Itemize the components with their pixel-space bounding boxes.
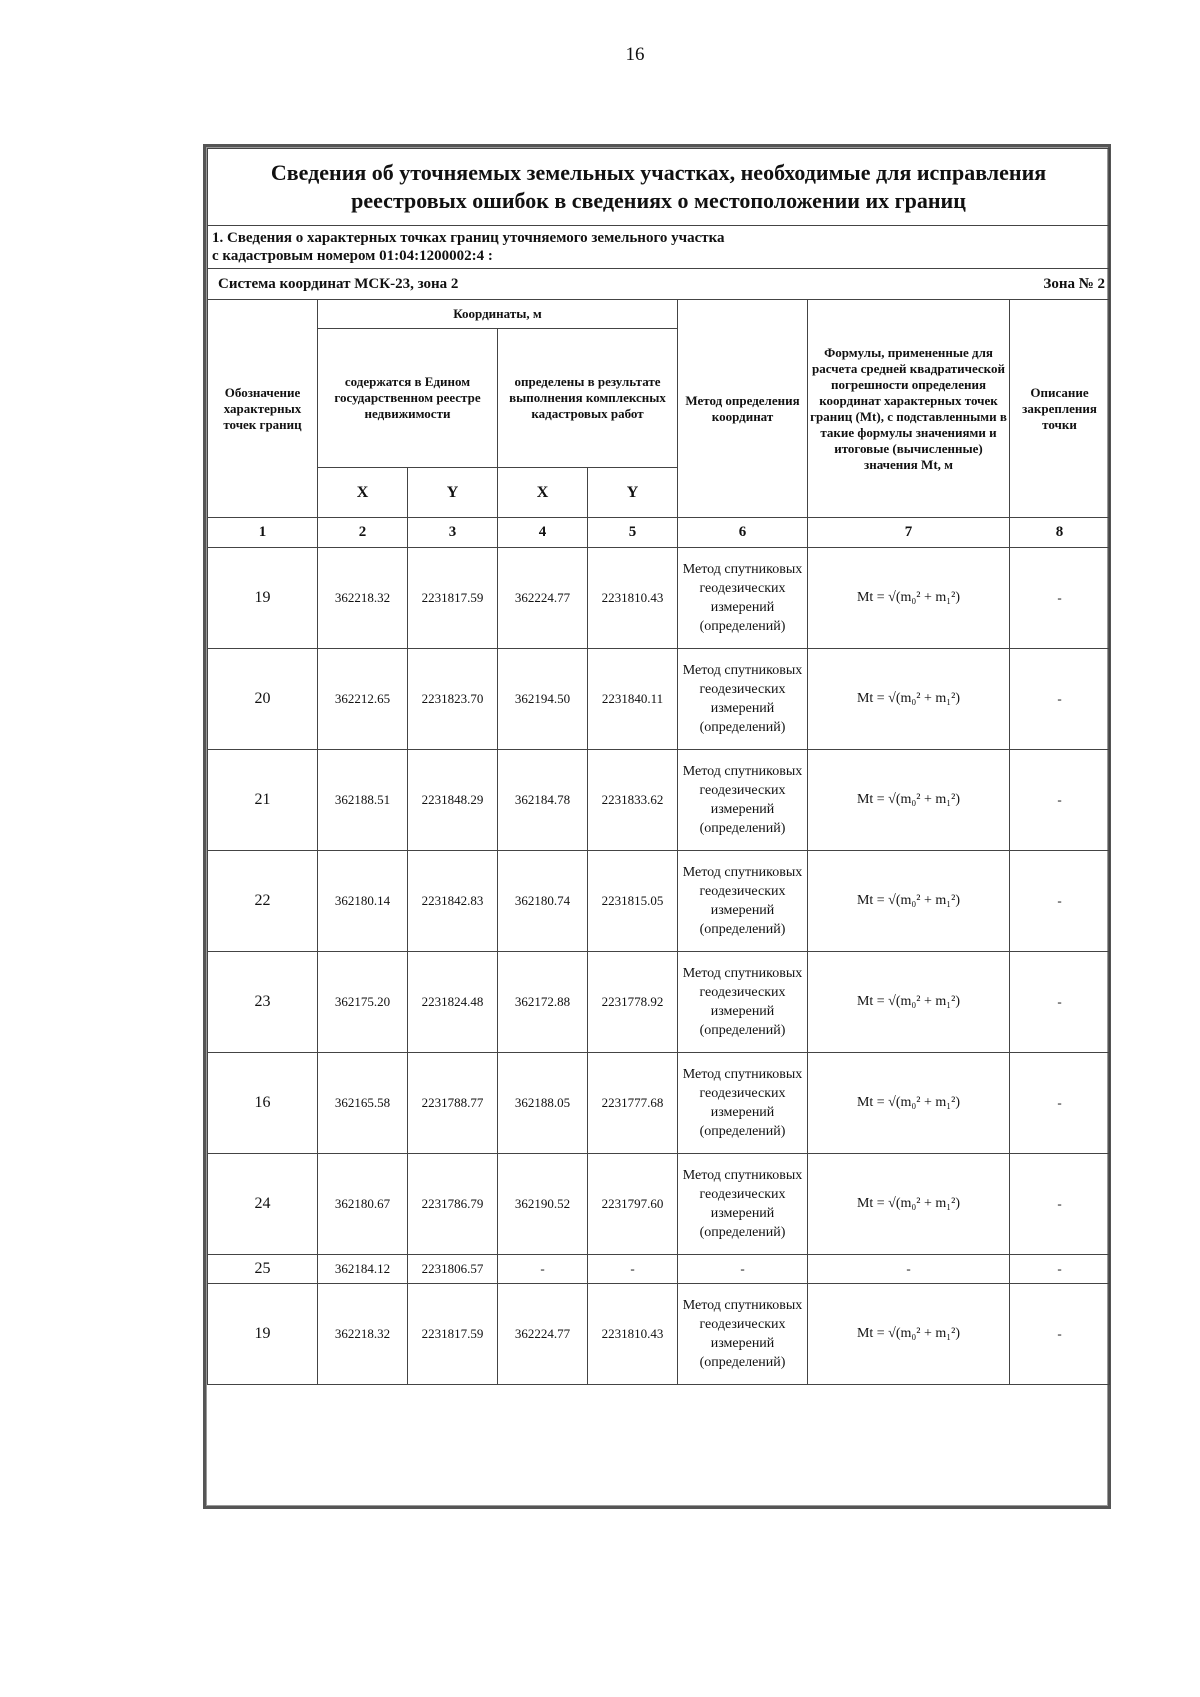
table-row xyxy=(208,1284,1110,1385)
cell-description: - xyxy=(1010,952,1110,1053)
header-y2: Y xyxy=(588,468,678,518)
cell-point: 19 xyxy=(208,1284,318,1385)
cell-x1: 362165.58 xyxy=(318,1053,408,1154)
cell-y2: 2231810.43 xyxy=(588,1284,678,1385)
table-row xyxy=(208,1053,1110,1154)
cell-x1: 362188.51 xyxy=(318,750,408,851)
col-number-2: 2 xyxy=(318,518,408,548)
cell-description: - xyxy=(1010,1154,1110,1255)
cell-point: 25 xyxy=(208,1255,318,1284)
table-row xyxy=(208,548,1110,649)
cell-method: Метод спутниковых геодезических измерений (определений) xyxy=(678,1053,808,1154)
cell-method: - xyxy=(678,1255,808,1284)
cell-y1: 2231817.59 xyxy=(408,1284,498,1385)
table-row xyxy=(208,750,1110,851)
table-title: Сведения об уточняемых земельных участках, необходимые для исправления реестровых ошибок в сведениях о местоположении их границ xyxy=(208,149,1110,226)
cell-y2: 2231810.43 xyxy=(588,548,678,649)
cell-x1: 362180.67 xyxy=(318,1154,408,1255)
frame-inner xyxy=(206,147,1108,1506)
cell-x1: 362218.32 xyxy=(318,548,408,649)
cell-formula: Mt = √(m₀² + m₁²) xyxy=(808,952,1010,1053)
cell-x2: 362194.50 xyxy=(498,649,588,750)
cell-description: - xyxy=(1010,548,1110,649)
cell-formula: Mt = √(m₀² + m₁²) xyxy=(808,1154,1010,1255)
cell-description: - xyxy=(1010,1255,1110,1284)
cell-y1: 2231806.57 xyxy=(408,1255,498,1284)
table-row xyxy=(208,952,1110,1053)
cell-formula: Mt = √(m₀² + m₁²) xyxy=(808,851,1010,952)
header-coords: Координаты, м xyxy=(318,300,678,329)
cell-method: Метод спутниковых геодезических измерений (определений) xyxy=(678,851,808,952)
cell-description: - xyxy=(1010,1053,1110,1154)
cell-formula: Mt = √(m₀² + m₁²) xyxy=(808,750,1010,851)
col-number-1: 1 xyxy=(208,518,318,548)
cell-y2: - xyxy=(588,1255,678,1284)
cell-point: 16 xyxy=(208,1053,318,1154)
cell-description: - xyxy=(1010,649,1110,750)
table-row xyxy=(208,649,1110,750)
cell-y2: 2231778.92 xyxy=(588,952,678,1053)
section-heading xyxy=(208,226,1110,269)
header-determined: определены в результате выполнения комплексных кадастровых работ xyxy=(498,329,678,468)
cell-x2: 362224.77 xyxy=(498,548,588,649)
col-number-7: 7 xyxy=(808,518,1010,548)
header-y1: Y xyxy=(408,468,498,518)
cell-y2: 2231797.60 xyxy=(588,1154,678,1255)
cell-formula: Mt = √(m₀² + m₁²) xyxy=(808,1053,1010,1154)
col-number-4: 4 xyxy=(498,518,588,548)
coordinate-system: Система координат МСК-23, зона 2 xyxy=(218,275,459,292)
cell-x2: 362188.05 xyxy=(498,1053,588,1154)
table-row xyxy=(208,851,1110,952)
cell-formula: - xyxy=(808,1255,1010,1284)
cell-point: 21 xyxy=(208,750,318,851)
cell-formula: Mt = √(m₀² + m₁²) xyxy=(808,649,1010,750)
cell-x2: 362180.74 xyxy=(498,851,588,952)
cell-x2: - xyxy=(498,1255,588,1284)
table-row xyxy=(208,1154,1110,1255)
cell-y1: 2231848.29 xyxy=(408,750,498,851)
header-method: Метод определения координат xyxy=(678,300,808,518)
cell-description: - xyxy=(1010,750,1110,851)
col-number-8: 8 xyxy=(1010,518,1110,548)
cell-y1: 2231786.79 xyxy=(408,1154,498,1255)
cell-method: Метод спутниковых геодезических измерений (определений) xyxy=(678,750,808,851)
cell-x1: 362218.32 xyxy=(318,1284,408,1385)
cell-x1: 362212.65 xyxy=(318,649,408,750)
cell-description: - xyxy=(1010,851,1110,952)
cell-x2: 362172.88 xyxy=(498,952,588,1053)
cell-y2: 2231840.11 xyxy=(588,649,678,750)
cell-y2: 2231777.68 xyxy=(588,1053,678,1154)
col-number-5: 5 xyxy=(588,518,678,548)
boundary-points-table xyxy=(207,148,1110,1385)
cell-formula: Mt = √(m₀² + m₁²) xyxy=(808,1284,1010,1385)
cell-x1: 362180.14 xyxy=(318,851,408,952)
cell-method: Метод спутниковых геодезических измерений (определений) xyxy=(678,548,808,649)
cell-x2: 362224.77 xyxy=(498,1284,588,1385)
cell-description: - xyxy=(1010,1284,1110,1385)
cell-y1: 2231817.59 xyxy=(408,548,498,649)
cell-y2: 2231815.05 xyxy=(588,851,678,952)
header-formulas: Формулы, примененные для расчета средней квадратической погрешности определения координат характерных точек границ (Mt), с подставленными в такие формулы значениями и итоговые (вычисленные) значения Mt, м xyxy=(808,300,1010,518)
section-line-1: 1. Сведения о характерных точках границ уточняемого земельного участка xyxy=(212,230,725,246)
cell-method: Метод спутниковых геодезических измерений (определений) xyxy=(678,1284,808,1385)
cell-y1: 2231842.83 xyxy=(408,851,498,952)
header-x1: X xyxy=(318,468,408,518)
header-x2: X xyxy=(498,468,588,518)
table-row xyxy=(208,1255,1110,1284)
cell-y1: 2231824.48 xyxy=(408,952,498,1053)
cell-point: 24 xyxy=(208,1154,318,1255)
cell-y1: 2231788.77 xyxy=(408,1053,498,1154)
coordinate-system-row xyxy=(208,269,1110,300)
cell-x2: 362190.52 xyxy=(498,1154,588,1255)
document-frame xyxy=(203,144,1111,1509)
cell-point: 22 xyxy=(208,851,318,952)
cell-x1: 362175.20 xyxy=(318,952,408,1053)
section-line-2: с кадастровым номером 01:04:1200002:4 : xyxy=(212,248,493,264)
header-point: Обозначение характерных точек границ xyxy=(208,300,318,518)
cell-method: Метод спутниковых геодезических измерений (определений) xyxy=(678,649,808,750)
cell-point: 23 xyxy=(208,952,318,1053)
header-description: Описание закрепления точки xyxy=(1010,300,1110,518)
cell-point: 20 xyxy=(208,649,318,750)
header-egrn: содержатся в Едином государственном реестре недвижимости xyxy=(318,329,498,468)
cell-y1: 2231823.70 xyxy=(408,649,498,750)
page-number: 16 xyxy=(625,44,645,65)
cell-method: Метод спутниковых геодезических измерений (определений) xyxy=(678,1154,808,1255)
cell-formula: Mt = √(m₀² + m₁²) xyxy=(808,548,1010,649)
cell-x2: 362184.78 xyxy=(498,750,588,851)
col-number-3: 3 xyxy=(408,518,498,548)
zone-label: Зона № 2 xyxy=(1043,275,1106,292)
cell-point: 19 xyxy=(208,548,318,649)
col-number-6: 6 xyxy=(678,518,808,548)
cell-x1: 362184.12 xyxy=(318,1255,408,1284)
cell-method: Метод спутниковых геодезических измерений (определений) xyxy=(678,952,808,1053)
cell-y2: 2231833.62 xyxy=(588,750,678,851)
